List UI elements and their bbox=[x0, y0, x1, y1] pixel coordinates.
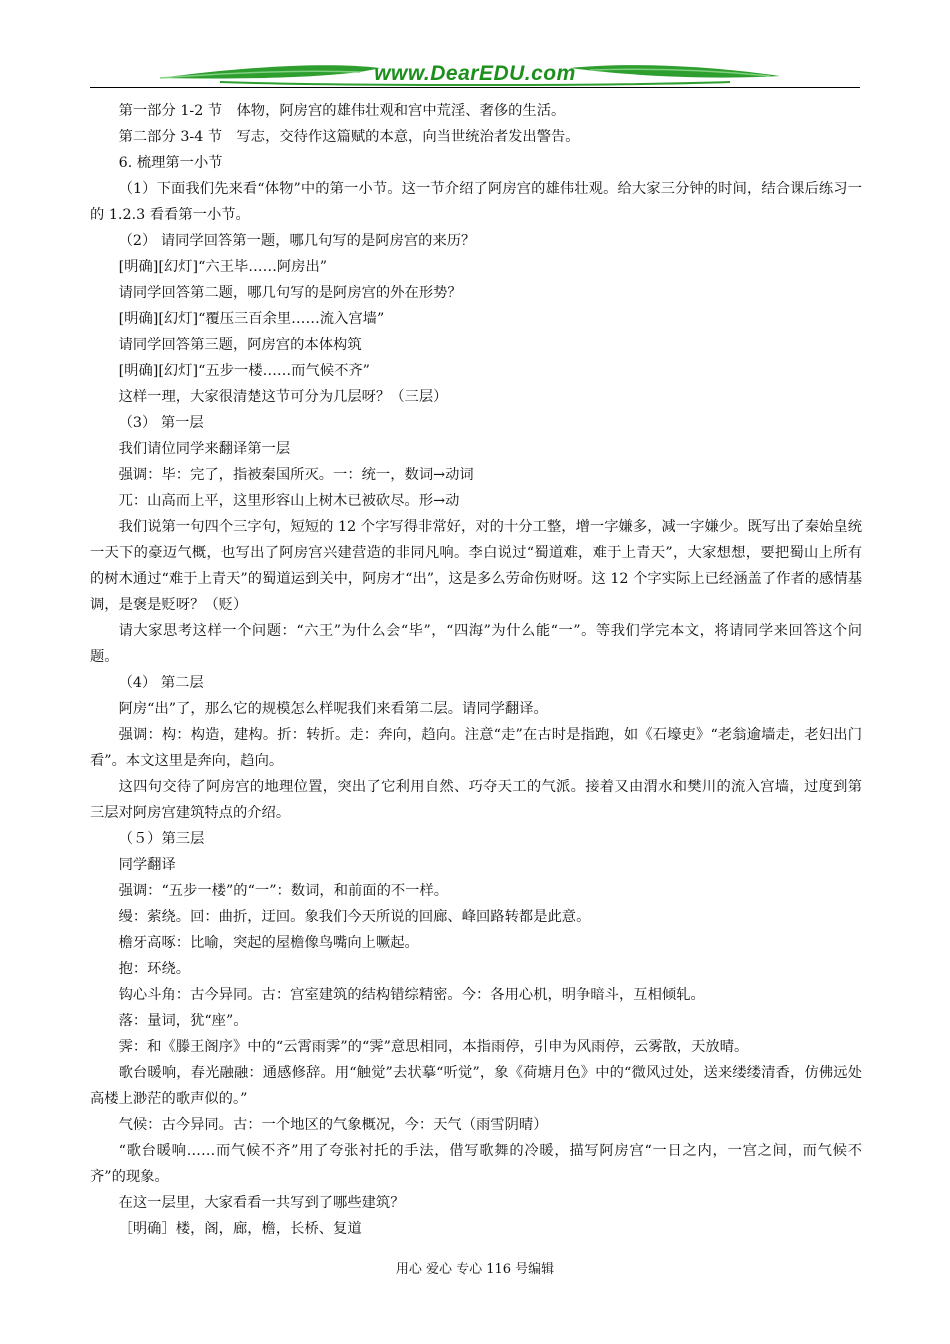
paragraph: 气候：古今异同。古：一个地区的气象概况，今：天气（雨雪阴晴） bbox=[118, 1117, 548, 1133]
paragraph: 同学翻译 bbox=[118, 857, 176, 873]
paragraph: 请同学回答第二题，哪几句写的是阿房宫的外在形势？ bbox=[118, 285, 462, 301]
paragraph: 请同学回答第三题，阿房宫的本体构筑 bbox=[118, 337, 362, 353]
paragraph: 请大家思考这样一个问题：“六王”为什么会“毕”，“四海”为什么能“一”。等我们学完本文，将请同学来回答这个问题。 bbox=[90, 623, 862, 665]
paragraph: 强调：毕：完了，指被秦国所灭。一：统一，数词→动词 bbox=[118, 467, 474, 483]
paragraph: [明确][幻灯]“六王毕……阿房出” bbox=[118, 259, 328, 275]
paragraph: 抱：环绕。 bbox=[118, 961, 191, 977]
paragraph: 兀：山高而上平，这里形容山上树木已被砍尽。形→动 bbox=[118, 493, 460, 509]
paragraph: 我们说第一句四个三字句，短短的 12 个字写得非常好，对的十分工整，增一字嫌多，减一字嫌少。既写出了秦始皇统一天下的豪迈气概，也写出了阿房宫兴建营造的非同凡响。李白说过“蜀道难，难于上青天”，大家想想，要把蜀山上所有的树木通过“难于上青天”的蜀道运到关中，阿房才“出”，这是多么劳命伤财呀。这 12 个字实际上已经涵盖了作者的感情基调，是褒是贬呀？（贬） bbox=[90, 519, 862, 613]
document-body bbox=[90, 98, 862, 1242]
paragraph: “歌台暖响……而气候不齐”用了夸张衬托的手法，借写歌舞的冷暖，描写阿房宫“一日之内，一宫之间，而气候不齐”的现象。 bbox=[90, 1143, 862, 1185]
paragraph: 钩心斗角：古今异同。古：宫室建筑的结构错综精密。今：各用心机，明争暗斗，互相倾轧。 bbox=[118, 987, 705, 1003]
paragraph: （５）第三层 bbox=[118, 831, 205, 847]
paragraph: （4） 第二层 bbox=[118, 675, 204, 691]
paragraph: 这样一理，大家很清楚这节可分为几层呀？（三层） bbox=[118, 389, 448, 405]
paragraph: 强调：“五步一楼”的“一”：数词，和前面的不一样。 bbox=[118, 883, 449, 899]
page-footer: 用心 爱心 专心 116 号编辑 bbox=[395, 1262, 555, 1277]
paragraph: 阿房“出”了，那么它的规模怎么样呢我们来看第二层。请同学翻译。 bbox=[118, 701, 548, 717]
paragraph: [明确][幻灯]“五步一楼……而气候不齐” bbox=[118, 363, 370, 379]
header-divider bbox=[90, 87, 860, 88]
paragraph: （1）下面我们先来看“体物”中的第一小节。这一节介绍了阿房宫的雄伟壮观。给大家三分钟的时间，结合课后练习一的 1.2.3 看看第一小节。 bbox=[90, 181, 862, 223]
paragraph: 檐牙高啄：比喻，突起的屋檐像鸟嘴向上噘起。 bbox=[118, 935, 419, 951]
paragraph: ［明确］楼，阁，廊，檐，长桥、复道 bbox=[118, 1221, 362, 1237]
paragraph: 霁：和《滕王阁序》中的“云霄雨霁”的“霁”意思相同，本指雨停，引申为风雨停，云雾散，天放晴。 bbox=[118, 1039, 749, 1055]
paragraph: 我们请位同学来翻译第一层 bbox=[118, 441, 291, 457]
paragraph: （3） 第一层 bbox=[118, 415, 204, 431]
paragraph: 这四句交待了阿房宫的地理位置，突出了它利用自然、巧夺天工的气派。接着又由渭水和樊川的流入宫墙，过度到第三层对阿房宫建筑特点的介绍。 bbox=[90, 779, 862, 821]
site-logo-text[interactable]: www.DearEDU.com bbox=[374, 62, 576, 85]
paragraph: 歌台暖响，春光融融：通感修辞。用“触觉”去状摹“听觉”，象《荷塘月色》中的“微风过处，送来缕缕清香，仿佛远处高楼上渺茫的歌声似的。” bbox=[90, 1065, 862, 1107]
paragraph: 6. 梳理第一小节 bbox=[118, 155, 223, 171]
paragraph: 第一部分 1-2 节 体物，阿房宫的雄伟壮观和宫中荒淫、奢侈的生活。 bbox=[118, 103, 566, 119]
paragraph: [明确][幻灯]“覆压三百余里……流入宫墙” bbox=[118, 311, 385, 327]
paragraph: （2） 请同学回答第一题，哪几句写的是阿房宫的来历？ bbox=[118, 233, 476, 249]
paragraph: 缦：萦绕。回：曲折，迂回。象我们今天所说的回廊、峰回路转都是此意。 bbox=[118, 909, 591, 925]
paragraph: 在这一层里，大家看看一共写到了哪些建筑？ bbox=[118, 1195, 405, 1211]
paragraph: 强调：构：构造，建构。折：转折。走：奔向，趋向。注意“走”在古时是指跑，如《石壕吏》“老翁逾墙走，老妇出门看”。本文这里是奔向，趋向。 bbox=[90, 727, 862, 769]
paragraph: 第二部分 3-4 节 写志，交待作这篇赋的本意，向当世统治者发出警告。 bbox=[118, 129, 580, 145]
paragraph: 落：量词，犹“座”。 bbox=[118, 1013, 248, 1029]
